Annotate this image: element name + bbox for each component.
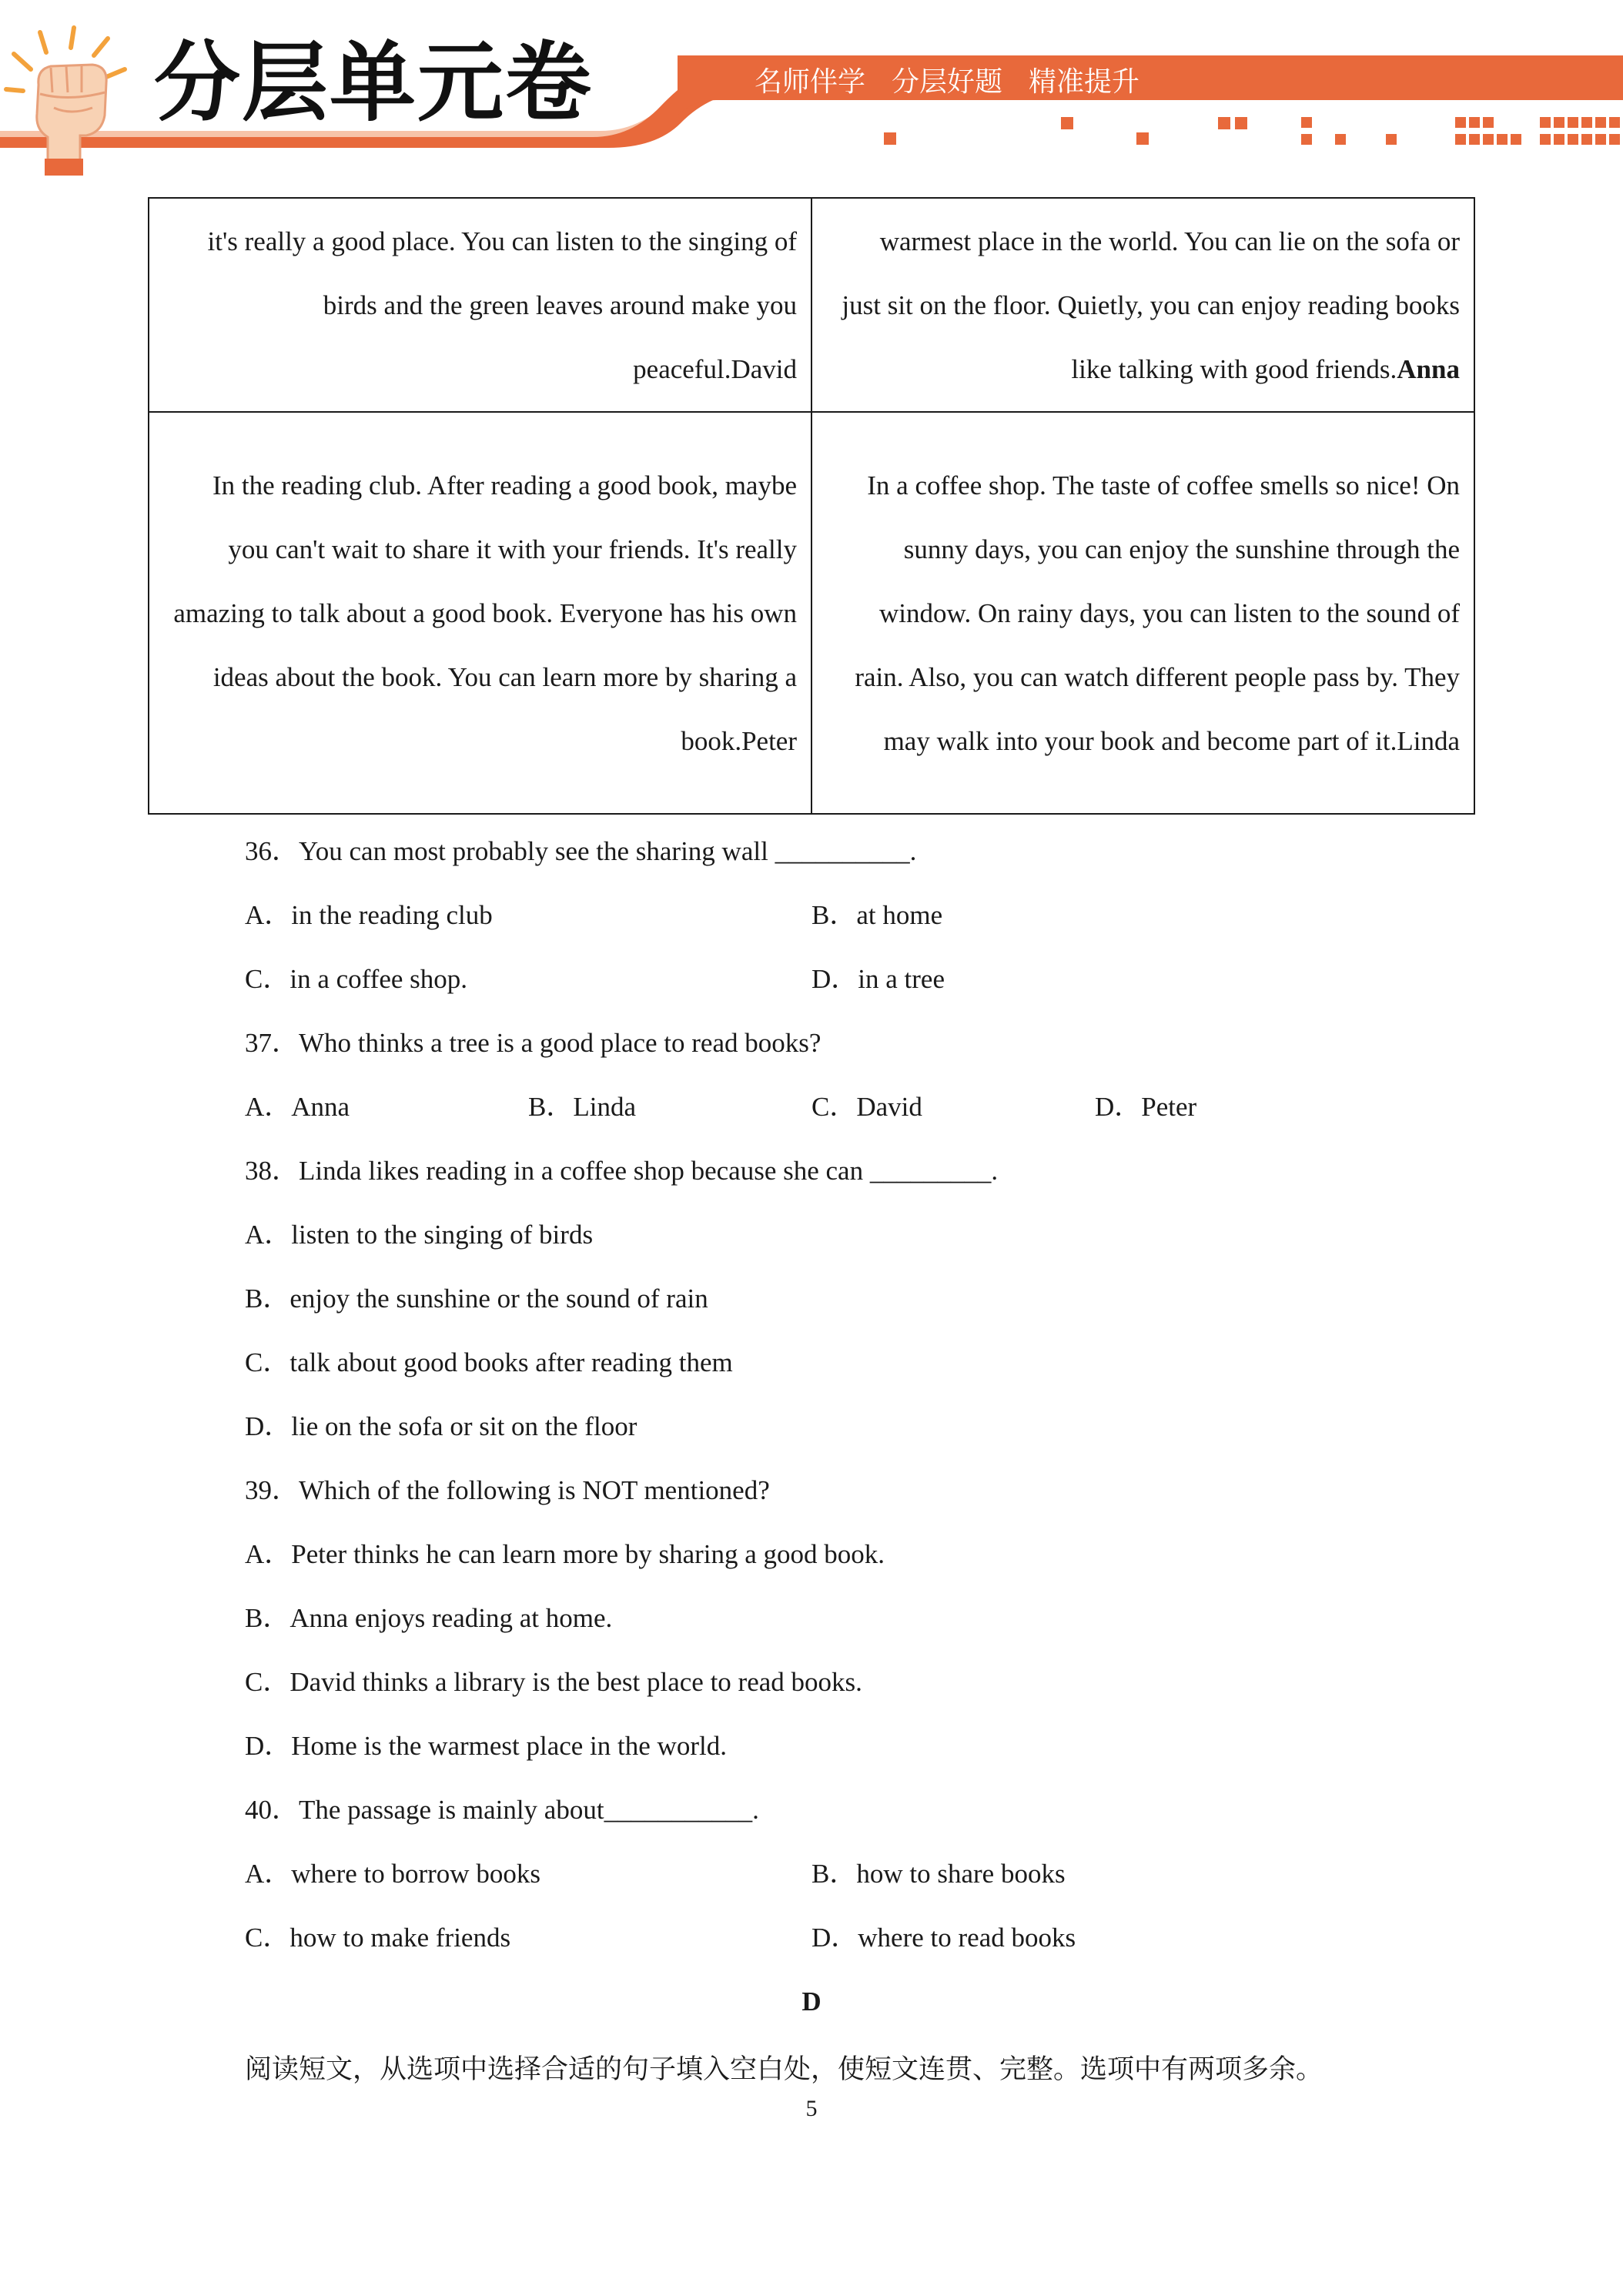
question-39-stem: 39．Which of the following is NOT mentioned? bbox=[245, 1475, 770, 1505]
header-slogan bbox=[755, 60, 1166, 99]
option[interactable]: A．Anna bbox=[245, 1092, 350, 1122]
page-number: 5 bbox=[805, 2096, 818, 2121]
speaker-name: Peter bbox=[741, 725, 797, 756]
option[interactable]: A．where to borrow books bbox=[245, 1859, 540, 1889]
passage-text: warmest place in the world. You can lie on the sofa or just sit on the floor. Quietly, you can enjoy reading books like talking with good friends. bbox=[842, 226, 1460, 384]
page-header bbox=[0, 0, 1623, 177]
fist-icon bbox=[0, 0, 146, 177]
option[interactable]: C．how to make friends bbox=[245, 1923, 511, 1953]
option[interactable]: B．how to share books bbox=[812, 1859, 1066, 1889]
slogan-item: 分层好题 bbox=[892, 66, 1003, 98]
option[interactable]: C．David thinks a library is the best place to read books. bbox=[245, 1667, 862, 1697]
option[interactable]: A．in the reading club bbox=[245, 900, 493, 930]
brand-title: 分层单元卷 bbox=[154, 33, 593, 133]
question-40-stem: 40．The passage is mainly about___________. bbox=[245, 1795, 759, 1825]
slogan-item: 名师伴学 bbox=[755, 66, 866, 98]
option[interactable]: C．in a coffee shop. bbox=[245, 964, 468, 994]
passage-table bbox=[148, 197, 1475, 815]
option[interactable]: B．Linda bbox=[528, 1092, 636, 1122]
passage-text: it's really a good place. You can listen to the singing of birds and the green leaves around make you peaceful. bbox=[207, 226, 797, 384]
question-37-stem: 37．Who thinks a tree is a good place to read books? bbox=[245, 1028, 822, 1058]
speaker-name: Anna bbox=[1397, 353, 1460, 384]
option[interactable]: B．Anna enjoys reading at home. bbox=[245, 1603, 613, 1633]
speaker-name: David bbox=[731, 353, 797, 384]
question-36-stem: 36．You can most probably see the sharing wall __________. bbox=[245, 836, 917, 866]
option[interactable]: D．in a tree bbox=[812, 964, 945, 994]
speaker-name: Linda bbox=[1397, 725, 1460, 756]
option[interactable]: D．where to read books bbox=[812, 1923, 1076, 1953]
option[interactable]: A．Peter thinks he can learn more by sharing a good book. bbox=[245, 1539, 885, 1569]
passage-text: In the reading club. After reading a good book, maybe you can't wait to share it with your friends. It's really amazing to talk about a good book. Everyone has his own ideas about the book. You can learn more by sharing a book. bbox=[173, 470, 797, 756]
question-38-stem: 38．Linda likes reading in a coffee shop because she can _________. bbox=[245, 1156, 999, 1186]
passage-cell-linda bbox=[812, 412, 1474, 814]
option[interactable]: D．Peter bbox=[1095, 1092, 1197, 1122]
option[interactable]: C．talk about good books after reading them bbox=[245, 1347, 733, 1377]
passage-row bbox=[149, 198, 1474, 412]
section-heading: D bbox=[801, 1986, 822, 2017]
option[interactable]: A．listen to the singing of birds bbox=[245, 1220, 594, 1250]
passage-text: In a coffee shop. The taste of coffee smells so nice! On sunny days, you can enjoy the sunshine through the window. On rainy days, you can listen to the sound of rain. Also, you can watch different people pass by. They may walk into your book and become part of it. bbox=[855, 470, 1460, 756]
option[interactable]: C．David bbox=[812, 1092, 922, 1122]
passage-cell-peter bbox=[149, 412, 812, 814]
option[interactable]: B．at home bbox=[812, 900, 943, 930]
passage-cell-david bbox=[149, 198, 812, 412]
section-instruction: 阅读短文，从选项中选择合适的句子填入空白处，使短文连贯、完整。选项中有两项多余。 bbox=[245, 2054, 1323, 2085]
passage-row bbox=[149, 412, 1474, 814]
option[interactable]: B．enjoy the sunshine or the sound of rain bbox=[245, 1284, 708, 1314]
option[interactable]: D．lie on the sofa or sit on the floor bbox=[245, 1411, 637, 1441]
passage-cell-anna bbox=[812, 198, 1474, 412]
slogan-item: 精准提升 bbox=[1029, 66, 1140, 98]
option[interactable]: D．Home is the warmest place in the world. bbox=[245, 1731, 727, 1761]
